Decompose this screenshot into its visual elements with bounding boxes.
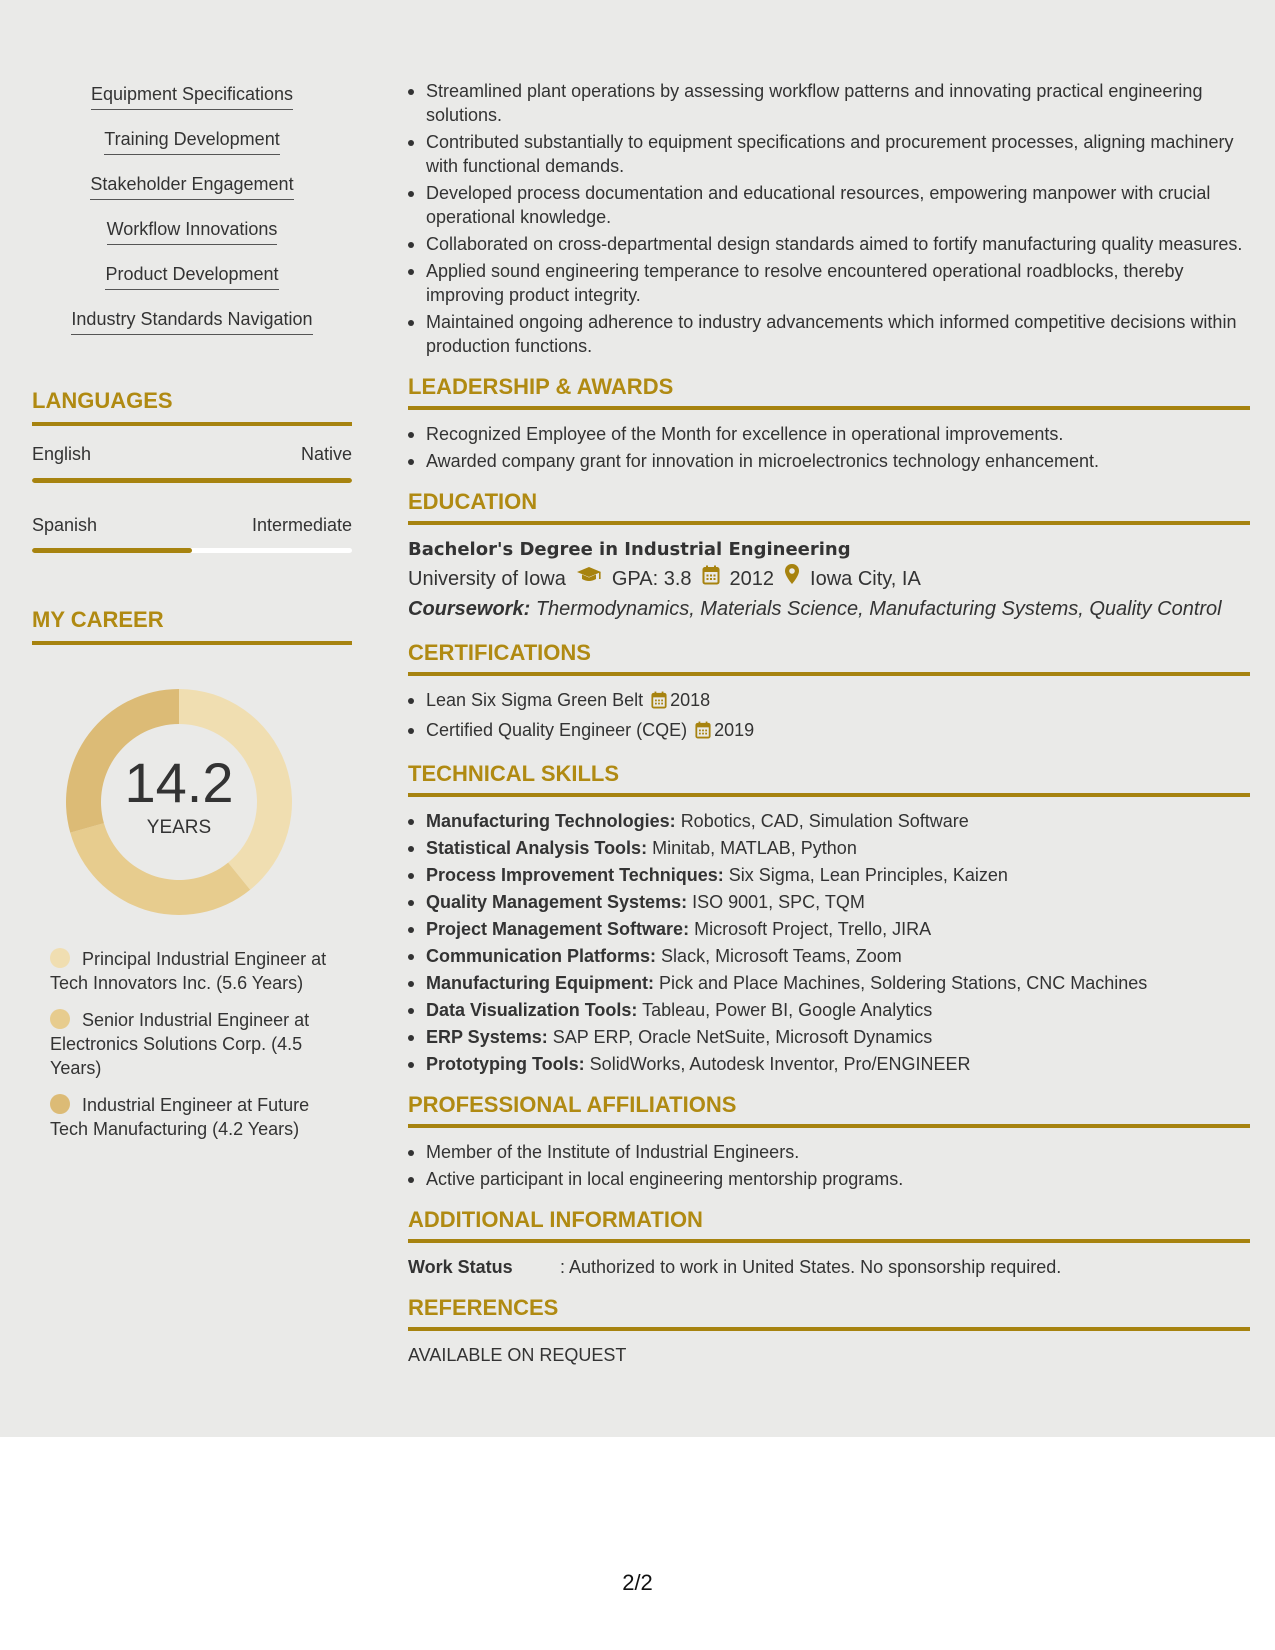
career-total-years: 14.2 xyxy=(124,751,234,815)
certification-item xyxy=(408,718,1250,745)
additional-info-heading: ADDITIONAL INFORMATION xyxy=(408,1207,1250,1243)
skill-values: SolidWorks, Autodesk Inventor, Pro/ENGINEER xyxy=(589,1054,971,1074)
skill-category: Manufacturing Equipment: xyxy=(426,973,654,993)
location-pin-icon xyxy=(784,563,800,594)
experience-bullet: Contributed substantially to equipment specifications and procurement processes, aligning machinery with functional demands. xyxy=(408,130,1250,178)
skill-values: Robotics, CAD, Simulation Software xyxy=(680,811,969,831)
certifications-heading: CERTIFICATIONS xyxy=(408,640,1250,676)
skill-values: Tableau, Power BI, Google Analytics xyxy=(642,1000,933,1020)
work-status-row xyxy=(408,1255,1250,1279)
technical-skill-item xyxy=(408,944,1250,968)
career-item xyxy=(50,947,332,995)
career-item-text: Senior Industrial Engineer at Electronics Solutions Corp. (4.5 Years) xyxy=(50,1010,310,1079)
technical-skill-item xyxy=(408,809,1250,833)
career-item xyxy=(50,1008,332,1080)
legend-dot xyxy=(50,948,70,968)
school-name: University of Iowa xyxy=(408,567,566,590)
certification-name: Certified Quality Engineer (CQE) xyxy=(426,720,688,740)
certifications-list xyxy=(408,688,1250,745)
experience-bullets xyxy=(408,79,1250,358)
skill-item xyxy=(32,129,352,174)
skill-label: Training Development xyxy=(104,129,279,155)
language-bar-fill xyxy=(32,548,192,553)
career-item xyxy=(50,1093,332,1141)
coursework xyxy=(408,594,1250,624)
donut-center xyxy=(66,689,292,915)
calendar-icon xyxy=(651,691,667,715)
experience-bullet: Streamlined plant operations by assessing workflow patterns and innovating practical engineering solutions. xyxy=(408,79,1250,127)
skill-category: Project Management Software: xyxy=(426,919,690,939)
technical-skill-item xyxy=(408,1052,1250,1076)
skill-values: Six Sigma, Lean Principles, Kaizen xyxy=(728,865,1008,885)
leadership-heading: LEADERSHIP & AWARDS xyxy=(408,374,1250,410)
legend-dot xyxy=(50,1094,70,1114)
experience-bullet: Collaborated on cross-departmental design standards aimed to fortify manufacturing quality measures. xyxy=(408,232,1250,256)
work-status-value: : Authorized to work in United States. No sponsorship required. xyxy=(560,1257,1062,1277)
skill-item xyxy=(32,219,352,264)
graduation-cap-icon xyxy=(576,564,602,594)
skill-values: Slack, Microsoft Teams, Zoom xyxy=(661,946,902,966)
certification-year: 2018 xyxy=(670,690,711,710)
skill-values: ISO 9001, SPC, TQM xyxy=(692,892,865,912)
skill-category: Manufacturing Technologies: xyxy=(426,811,676,831)
affiliations-list xyxy=(408,1140,1250,1191)
career-item-text: Principal Industrial Engineer at Tech Innovators Inc. (5.6 Years) xyxy=(50,949,327,994)
references-heading: REFERENCES xyxy=(408,1295,1250,1331)
skill-label: Equipment Specifications xyxy=(91,84,293,110)
technical-skills-list xyxy=(408,809,1250,1076)
language-name: English xyxy=(32,444,92,464)
skill-item xyxy=(32,174,352,219)
technical-skill-item xyxy=(408,836,1250,860)
skill-category: Statistical Analysis Tools: xyxy=(426,838,648,858)
career-list xyxy=(32,947,352,1141)
coursework-label: Coursework: xyxy=(408,598,531,620)
legend-dot xyxy=(50,1009,70,1029)
degree-title: Bachelor's Degree in Industrial Engineering xyxy=(408,539,851,560)
certification-item xyxy=(408,688,1250,715)
graduation-year: 2012 xyxy=(729,567,775,590)
language-bar xyxy=(32,478,352,483)
language-level: Native xyxy=(300,444,352,464)
skill-label: Industry Standards Navigation xyxy=(71,309,312,335)
references-text: AVAILABLE ON REQUEST xyxy=(408,1345,627,1365)
affiliation-item: Active participant in local engineering mentorship programs. xyxy=(408,1167,1250,1191)
skill-category: Prototyping Tools: xyxy=(426,1054,585,1074)
language-name: Spanish xyxy=(32,514,98,535)
technical-skill-item xyxy=(408,917,1250,941)
career-item-text: Industrial Engineer at Future Tech Manufacturing (4.2 Years) xyxy=(50,1095,310,1140)
language-bar xyxy=(32,548,352,553)
affiliations-heading: PROFESSIONAL AFFILIATIONS xyxy=(408,1092,1250,1128)
gpa: GPA: 3.8 xyxy=(611,567,692,590)
technical-skills-heading: TECHNICAL SKILLS xyxy=(408,761,1250,797)
experience-bullet: Applied sound engineering temperance to resolve encountered operational roadblocks, thereby improving product integrity. xyxy=(408,259,1250,307)
technical-skill-item xyxy=(408,863,1250,887)
career-donut xyxy=(66,689,292,915)
experience-bullet: Developed process documentation and educational resources, empowering manpower with crucial operational knowledge. xyxy=(408,181,1250,229)
skill-category: Process Improvement Techniques: xyxy=(426,865,724,885)
skill-category: Data Visualization Tools: xyxy=(426,1000,638,1020)
skill-category: Quality Management Systems: xyxy=(426,892,688,912)
skill-values: Minitab, MATLAB, Python xyxy=(652,838,857,858)
left-column xyxy=(32,84,352,1154)
skill-item xyxy=(32,309,352,354)
leadership-item: Recognized Employee of the Month for excellence in operational improvements. xyxy=(408,422,1250,446)
certification-year: 2019 xyxy=(714,720,755,740)
leadership-item: Awarded company grant for innovation in microelectronics technology enhancement. xyxy=(408,449,1250,473)
leadership-list xyxy=(408,422,1250,473)
skill-values: SAP ERP, Oracle NetSuite, Microsoft Dynamics xyxy=(552,1027,933,1047)
skill-values: Pick and Place Machines, Soldering Stations, CNC Machines xyxy=(659,973,1148,993)
education-details xyxy=(408,563,1250,594)
languages-list xyxy=(32,444,352,553)
certification-name: Lean Six Sigma Green Belt xyxy=(426,690,644,710)
language-row xyxy=(32,515,352,537)
coursework-text: Thermodynamics, Materials Science, Manufacturing Systems, Quality Control xyxy=(535,598,1222,620)
calendar-icon xyxy=(702,564,720,594)
skill-category: ERP Systems: xyxy=(426,1027,548,1047)
experience-bullet: Maintained ongoing adherence to industry advancements which informed competitive decisions within production functions. xyxy=(408,310,1250,358)
technical-skill-item xyxy=(408,890,1250,914)
language-level: Intermediate xyxy=(251,514,352,535)
skill-label: Stakeholder Engagement xyxy=(90,174,293,200)
work-status-label: Work Status xyxy=(408,1257,513,1277)
skill-item xyxy=(32,264,352,309)
language-bar-fill xyxy=(32,478,352,483)
skill-label: Workflow Innovations xyxy=(107,219,278,245)
technical-skill-item xyxy=(408,998,1250,1022)
skill-category: Communication Platforms: xyxy=(426,946,657,966)
technical-skill-item xyxy=(408,971,1250,995)
school-location: Iowa City, IA xyxy=(810,567,921,590)
career-heading: MY CAREER xyxy=(32,607,352,645)
page-number: 2/2 xyxy=(622,1570,653,1595)
skills-list xyxy=(32,84,352,354)
skill-item xyxy=(32,84,352,129)
technical-skill-item xyxy=(408,1025,1250,1049)
language-row xyxy=(32,444,352,466)
skill-label: Product Development xyxy=(105,264,278,290)
education-heading: EDUCATION xyxy=(408,489,1250,525)
career-total-unit: YEARS xyxy=(146,817,212,839)
skill-values: Microsoft Project, Trello, JIRA xyxy=(694,919,932,939)
affiliation-item: Member of the Institute of Industrial Engineers. xyxy=(408,1140,1250,1164)
right-column xyxy=(408,79,1250,1367)
languages-heading: LANGUAGES xyxy=(32,388,352,426)
calendar-icon xyxy=(695,721,711,745)
